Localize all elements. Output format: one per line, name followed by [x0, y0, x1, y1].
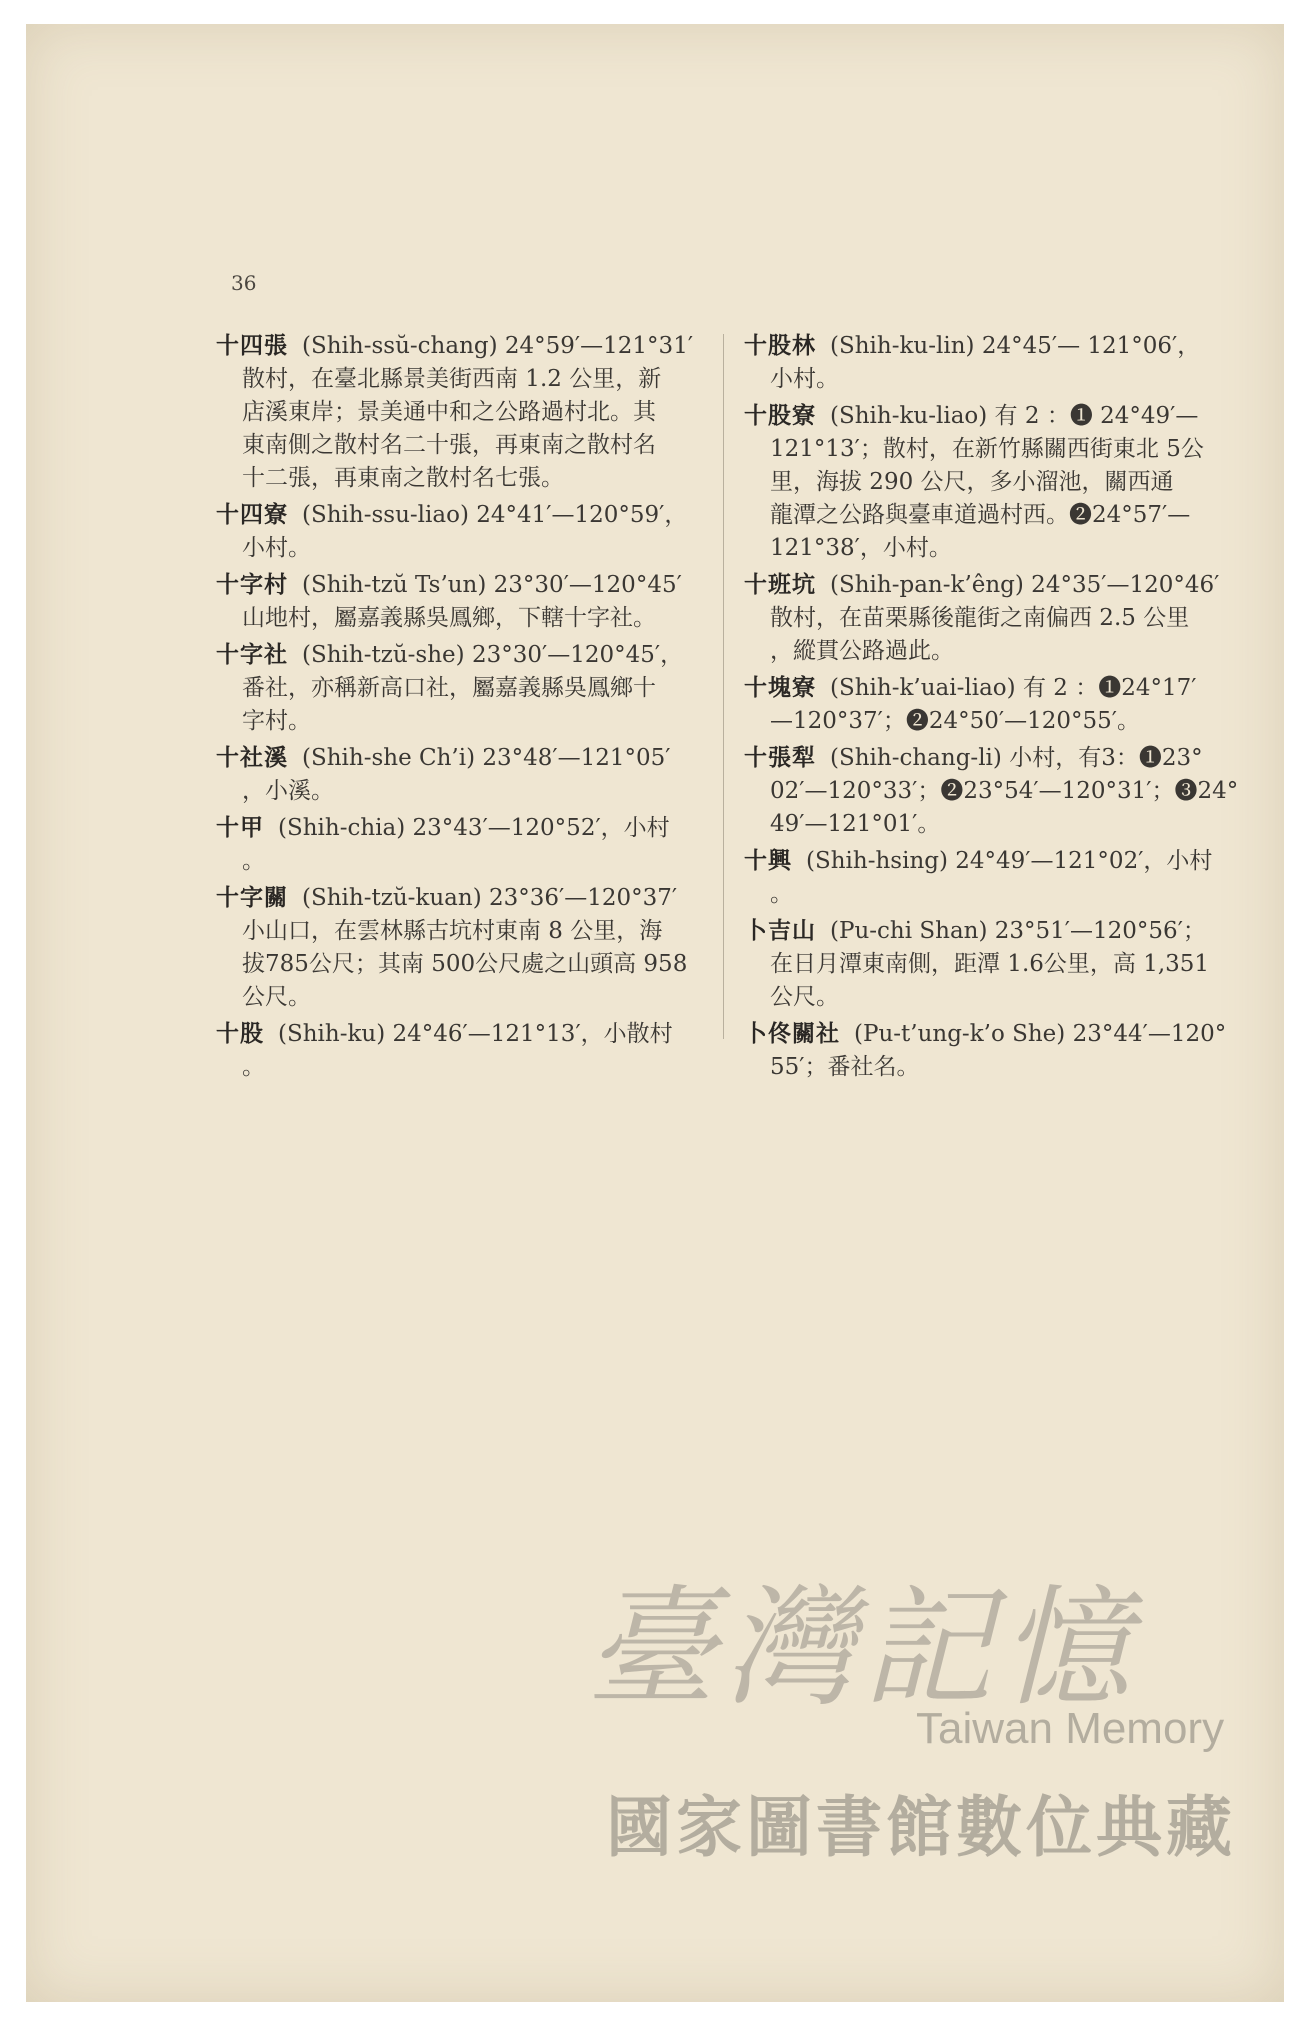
- watermark-calligraphy: 臺灣記憶: [586, 1572, 1139, 1724]
- gazetteer-entry: [744, 329, 1230, 396]
- entry-headword: 十股寮: [744, 402, 816, 429]
- entry-headword: 十張犁: [744, 744, 816, 771]
- left-column: [216, 329, 696, 1087]
- gazetteer-entry: [744, 741, 1239, 841]
- gazetteer-entry: [744, 671, 1230, 738]
- gazetteer-entry: [744, 568, 1230, 668]
- entry-headword: 十字關: [216, 884, 288, 911]
- entry-text: (Shih-chang-li) 小村，有3：❶23°: [830, 745, 1203, 771]
- entry-headword: 十甲: [216, 814, 264, 841]
- gazetteer-entry: [216, 329, 696, 495]
- entry-text: (Pu-t’ung-k’o She) 23°44′—120°: [854, 1021, 1227, 1047]
- entry-headword: 十社溪: [216, 744, 288, 771]
- entry-continuation-line: [216, 705, 696, 738]
- entry-text: 龍潭之公路與臺車道過村西。❷24°57′—: [770, 502, 1191, 528]
- entry-text: (Shih-she Ch’i) 23°48′—121°05′: [302, 745, 671, 771]
- entry-continuation-line: [744, 635, 1230, 668]
- entry-text: 121°38′，小村。: [770, 535, 952, 561]
- entry-continuation-line: [216, 948, 696, 981]
- entry-first-line: [744, 844, 1230, 878]
- entry-continuation-line: [216, 915, 696, 948]
- entry-text: (Pu-chi Shan) 23°51′—120°56′；: [830, 918, 1206, 944]
- entry-continuation-line: [216, 602, 696, 635]
- entry-continuation-line: [744, 433, 1230, 466]
- gazetteer-entry: [744, 399, 1230, 565]
- entry-continuation-line: [744, 532, 1230, 565]
- entry-text: 在日月潭東南側，距潭 1.6公里，高 1,351: [770, 951, 1210, 977]
- entry-text: 。: [770, 881, 793, 907]
- entry-text: 55′；番社名。: [770, 1054, 920, 1080]
- entry-continuation-line: [216, 462, 696, 495]
- entry-first-line: [744, 399, 1230, 433]
- entry-text: 字村。: [242, 708, 311, 734]
- entry-first-line: [216, 1017, 696, 1051]
- entry-text: 小山口，在雲林縣古坑村東南 8 公里，海: [242, 918, 663, 944]
- entry-continuation-line: [216, 429, 696, 462]
- entry-first-line: [744, 914, 1230, 948]
- entry-text: (Shih-tzŭ-she) 23°30′—120°45′，: [302, 642, 684, 668]
- entry-continuation-line: [744, 981, 1230, 1014]
- entry-text: (Shih-tzŭ-kuan) 23°36′—120°37′: [302, 885, 678, 911]
- entry-text: 店溪東岸；景美通中和之公路過村北。其: [242, 399, 656, 425]
- entry-headword: 十四張: [216, 332, 288, 359]
- entry-text: 公尺。: [242, 984, 311, 1010]
- entry-text: (Shih-k’uai-liao) 有 2 ：❶24°17′: [830, 675, 1197, 701]
- entry-first-line: [216, 881, 696, 915]
- entry-continuation-line: [744, 948, 1230, 981]
- gazetteer-entry: [216, 568, 696, 635]
- entry-first-line: [744, 741, 1230, 775]
- entry-continuation-line: [216, 1051, 696, 1084]
- entry-first-line: [216, 568, 696, 602]
- entry-headword: 十四寮: [216, 501, 288, 528]
- entry-headword: 十班坑: [744, 571, 816, 598]
- entry-continuation-line: [216, 775, 696, 808]
- entry-text: (Shih-pan-k’êng) 24°35′—120°46′: [830, 572, 1220, 598]
- gazetteer-entry: [744, 914, 1230, 1014]
- entry-headword: 卜吉山: [744, 917, 816, 944]
- entry-continuation-line: [216, 981, 696, 1014]
- entry-text: 拔785公尺；其南 500公尺處之山頭高 958: [242, 951, 688, 977]
- entry-headword: 十塊寮: [744, 674, 816, 701]
- scanned-page: [26, 24, 1284, 2002]
- entry-text: ，縱貫公路過此。: [770, 638, 954, 664]
- entry-continuation-line: [744, 775, 1239, 808]
- entry-continuation-line: [744, 878, 1230, 911]
- entry-text: 番社，亦稱新高口社，屬嘉義縣吳鳳鄉十: [242, 675, 656, 701]
- entry-text: (Shih-hsing) 24°49′—121°02′，小村: [806, 848, 1213, 874]
- entry-continuation-line: [744, 363, 1230, 396]
- entry-headword: 十字社: [216, 641, 288, 668]
- entry-first-line: [216, 329, 696, 363]
- entry-first-line: [216, 811, 696, 845]
- entry-text: 。: [242, 848, 265, 874]
- gazetteer-entry: [216, 811, 696, 878]
- gazetteer-entry: [216, 1017, 696, 1084]
- entry-text: 里，海拔 290 公尺，多小溜池，關西通: [770, 469, 1174, 495]
- gazetteer-entry: [216, 741, 696, 808]
- entry-text: 東南側之散村名二十張，再東南之散村名: [242, 432, 656, 458]
- entry-first-line: [744, 1017, 1230, 1051]
- entry-text: (Shih-ku-lin) 24°45′— 121°06′，: [830, 333, 1201, 359]
- entry-continuation-line: [744, 705, 1230, 738]
- entry-text: 。: [242, 1054, 265, 1080]
- entry-text: 公尺。: [770, 984, 839, 1010]
- entry-first-line: [216, 638, 696, 672]
- entry-headword: 十股林: [744, 332, 816, 359]
- entry-first-line: [216, 741, 696, 775]
- right-column: [744, 329, 1239, 1087]
- entry-headword: 十股: [216, 1020, 264, 1047]
- entry-text: (Shih-tzŭ Ts’un) 23°30′—120°45′: [302, 572, 682, 598]
- gazetteer-entry: [216, 881, 696, 1014]
- entry-continuation-line: [744, 1051, 1230, 1084]
- page-number: 36: [231, 271, 257, 295]
- entry-text: 02′—120°33′；❷23°54′—120°31′；❸24°: [770, 778, 1239, 804]
- entry-text: (Shih-ku-liao) 有 2 ：❶ 24°49′—: [830, 403, 1199, 429]
- entry-continuation-line: [744, 466, 1230, 499]
- entry-continuation-line: [216, 845, 696, 878]
- entry-first-line: [744, 671, 1230, 705]
- entry-continuation-line: [216, 396, 696, 429]
- entry-text: 山地村，屬嘉義縣吳鳳鄉，下轄十字社。: [242, 605, 656, 631]
- entry-text: 散村，在苗栗縣後龍街之南偏西 2.5 公里: [770, 605, 1190, 631]
- column-divider: [723, 334, 724, 1039]
- watermark-chinese: 國家圖書館數位典藏: [606, 1789, 1236, 1866]
- entry-text: 49′—121°01′。: [770, 811, 941, 837]
- watermark-english: Taiwan Memory: [916, 1704, 1225, 1753]
- entry-first-line: [744, 329, 1230, 363]
- entry-text: ，小溪。: [242, 778, 334, 804]
- entry-continuation-line: [744, 808, 1230, 841]
- entry-continuation-line: [216, 532, 696, 565]
- entry-text: 小村。: [242, 535, 311, 561]
- gazetteer-entry: [744, 1017, 1230, 1084]
- entry-headword: 十字村: [216, 571, 288, 598]
- gazetteer-entry: [216, 498, 696, 565]
- entry-continuation-line: [744, 602, 1230, 635]
- entry-text: 十二張，再東南之散村名七張。: [242, 465, 564, 491]
- entry-headword: 十興: [744, 847, 792, 874]
- entry-first-line: [744, 568, 1230, 602]
- entry-text: 小村。: [770, 366, 839, 392]
- entry-first-line: [216, 498, 696, 532]
- entry-text: 散村，在臺北縣景美街西南 1.2 公里，新: [242, 366, 662, 392]
- entry-text: (Shih-ssu-liao) 24°41′—120°59′，: [302, 502, 688, 528]
- entry-continuation-line: [216, 363, 696, 396]
- gazetteer-entry: [744, 844, 1230, 911]
- watermark: [586, 1544, 1266, 1944]
- entry-text: —120°37′；❷24°50′—120°55′。: [770, 708, 1141, 734]
- entry-text: (Shih-ku) 24°46′—121°13′，小散村: [278, 1021, 673, 1047]
- entry-headword: 卜佟關社: [744, 1020, 840, 1047]
- gazetteer-entry: [216, 638, 696, 738]
- entry-text: 121°13′；散村，在新竹縣關西街東北 5公: [770, 436, 1204, 462]
- entry-text: (Shih-chia) 23°43′—120°52′，小村: [278, 815, 670, 841]
- entry-continuation-line: [744, 499, 1230, 532]
- entry-continuation-line: [216, 672, 696, 705]
- entry-text: (Shih-ssŭ-chang) 24°59′—121°31′: [302, 333, 694, 359]
